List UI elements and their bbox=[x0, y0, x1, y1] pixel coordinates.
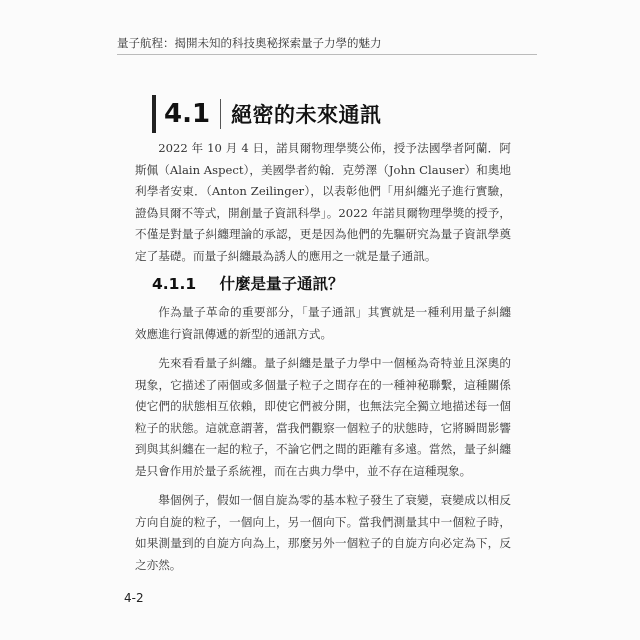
section-heading-bar bbox=[152, 95, 156, 133]
paragraph: 作為量子革命的重要部分，「量子通訊」其實就是一種利用量子糾纏效應進行資訊傳遞的新型的通訊方式。 bbox=[135, 305, 511, 341]
subsection-number: 4.1.1 bbox=[152, 275, 197, 293]
subsection-heading bbox=[152, 272, 344, 294]
section-heading-divider bbox=[220, 99, 221, 129]
section-title: 絕密的未來通訊 bbox=[231, 103, 382, 127]
section-heading bbox=[152, 95, 382, 133]
paragraph: 先來看看量子糾纏。量子糾纏是量子力學中一個極為奇特並且深奧的現象，它描述了兩個或多個量子粒子之間存在的一種神秘聯繫，這種關係使它們的狀態相互依賴，即使它們被分開，也無法完全獨立地描述每一個粒子的狀態。這就意謂著，當我們觀察一個粒子的狀態時，它將瞬間影響到與其糾纏在一起的粒子，不論它們之間的距離有多遠。當然，量子糾纏是只會作用於量子系統裡，而在古典力學中，並不存在這種現象。 bbox=[135, 356, 511, 478]
running-head-book-title: 量子航程：揭開未知的科技奧秘探索量子力學的魅力 bbox=[117, 36, 382, 50]
running-head-divider bbox=[117, 54, 537, 55]
intro-text bbox=[135, 138, 511, 267]
running-head bbox=[117, 35, 396, 51]
body-text bbox=[135, 302, 511, 576]
section-number: 4.1 bbox=[164, 99, 211, 129]
subsection-title: 什麼是量子通訊？ bbox=[219, 275, 344, 293]
paragraph: 2022 年 10 月 4 日，諾貝爾物理學獎公佈，授予法國學者阿蘭．阿斯佩（Alain Aspect），美國學者約翰．克勞澤（John Clauser）和奧地利學者安東．（Anton Zeilinger），以表彰他們「用糾纏光子進行實驗，證偽貝爾不等式，開創量子資訊科學」。2022 年諾貝爾物理學獎的授予，不僅是對量子糾纏理論的承認，更是因為他們的先驅研究為量子資訊學奠定了基礎。而量子糾纏最為誘人的應用之一就是量子通訊。 bbox=[135, 141, 511, 263]
page-number: 4-2 bbox=[124, 591, 144, 605]
paragraph: 舉個例子，假如一個自旋為零的基本粒子發生了衰變，衰變成以相反方向自旋的粒子，一個向上，另一個向下。當我們測量其中一個粒子時，如果測量到的自旋方向為上，那麼另外一個粒子的自旋方向必定為下，反之亦然。 bbox=[135, 493, 511, 572]
